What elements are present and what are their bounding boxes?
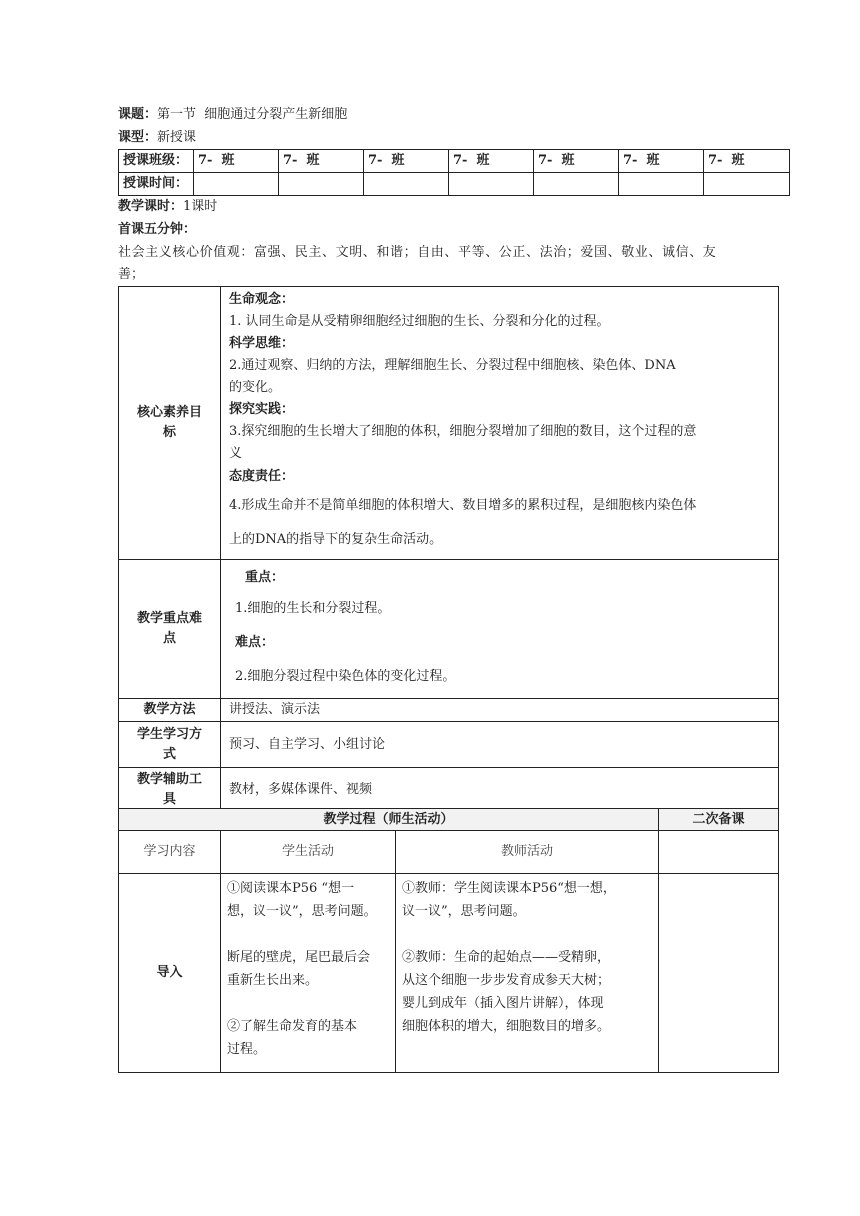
student-blank bbox=[227, 992, 389, 1015]
core-t4a: 4.形成生命并不是简单细胞的体积增大、数目增多的累积过程，是细胞核内染色体 bbox=[229, 498, 697, 513]
core-content bbox=[221, 287, 779, 560]
lesson-type-line bbox=[118, 129, 196, 147]
time-cell bbox=[619, 173, 704, 196]
core-h4: 态度责任： bbox=[229, 469, 295, 484]
teacher-line: 细胞体积的增大，细胞数目的增多。 bbox=[402, 1019, 611, 1034]
time-cell bbox=[364, 173, 449, 196]
teacher-line: ②教师：生命的起始点——受精卵， bbox=[402, 950, 611, 965]
study-label: 学生学习方式 bbox=[119, 722, 221, 768]
time-cell bbox=[194, 173, 279, 196]
time-label: 授课时间： bbox=[119, 173, 194, 196]
core-t3a: 3.探究细胞的生长增大了细胞的体积，细胞分裂增加了细胞的数目，这个过程的意 bbox=[229, 424, 697, 439]
type-value: 新授课 bbox=[157, 130, 197, 145]
objectives-table bbox=[118, 286, 779, 813]
teacher-blank bbox=[402, 923, 652, 946]
student-line: 过程。 bbox=[227, 1042, 267, 1057]
key-h1: 重点： bbox=[245, 570, 285, 585]
student-line: 重新生长出来。 bbox=[227, 973, 319, 988]
class-cell: 7- 班 bbox=[534, 150, 619, 173]
core-h2: 科学思维： bbox=[229, 336, 295, 351]
key-h2: 难点： bbox=[235, 635, 275, 650]
second-prep-heading: 二次备课 bbox=[659, 809, 779, 831]
student-line: ②了解生命发育的基本 bbox=[227, 1019, 358, 1034]
teacher-line: ①教师：学生阅读课本P56“想一想， bbox=[402, 881, 616, 896]
col-second-empty bbox=[659, 831, 779, 874]
time-cell bbox=[279, 173, 364, 196]
tools-label: 教学辅助工具 bbox=[119, 768, 221, 813]
class-cell: 7- 班 bbox=[449, 150, 534, 173]
class-cell: 7- 班 bbox=[704, 150, 790, 173]
time-cell bbox=[534, 173, 619, 196]
title-value: 第一节 细胞通过分裂产生新细胞 bbox=[157, 107, 348, 122]
hours-line bbox=[118, 198, 217, 216]
teacher-activity bbox=[396, 874, 659, 1073]
student-line: 断尾的壁虎，尾巴最后会 bbox=[227, 950, 371, 965]
teacher-line: 婴儿到成年（插入图片讲解），体现 bbox=[402, 996, 604, 1011]
process-table bbox=[118, 808, 779, 1073]
class-cell: 7- 班 bbox=[279, 150, 364, 173]
student-line: 想，议一议”，思考问题。 bbox=[227, 904, 377, 919]
core-t3b: 义 bbox=[229, 446, 243, 461]
intro-label: 导入 bbox=[119, 874, 221, 1073]
class-cell: 7- 班 bbox=[364, 150, 449, 173]
teacher-line: 议一议”，思考问题。 bbox=[402, 904, 526, 919]
col-teacher: 教师活动 bbox=[396, 831, 659, 874]
class-cell: 7- 班 bbox=[619, 150, 704, 173]
key-t1: 1.细胞的生长和分裂过程。 bbox=[235, 601, 391, 616]
second-prep-cell bbox=[659, 874, 779, 1073]
time-cell bbox=[704, 173, 790, 196]
core-h3: 探究实践： bbox=[229, 402, 295, 417]
title-label: 课题： bbox=[118, 107, 158, 122]
key-content bbox=[221, 560, 779, 699]
first-five-label: 首课五分钟： bbox=[118, 222, 197, 237]
hours-value: 1课时 bbox=[183, 199, 218, 214]
hours-label: 教学课时： bbox=[118, 199, 184, 214]
student-activity bbox=[221, 874, 396, 1073]
type-label: 课型： bbox=[118, 130, 158, 145]
col-content: 学习内容 bbox=[119, 831, 221, 874]
student-blank bbox=[227, 923, 389, 946]
class-cell: 7- 班 bbox=[194, 150, 279, 173]
core-h1: 生命观念： bbox=[229, 292, 295, 307]
first-five-heading bbox=[118, 221, 196, 239]
class-label: 授课班级： bbox=[119, 150, 194, 173]
core-t2a: 2.通过观察、归纳的方法，理解细胞生长、分裂过程中细胞核、染色体、DNA bbox=[229, 358, 676, 373]
col-student: 学生活动 bbox=[221, 831, 396, 874]
core-t4b: 上的DNA的指导下的复杂生命活动。 bbox=[229, 532, 443, 547]
student-line: ①阅读课本P56 “想一 bbox=[227, 881, 355, 896]
time-cell bbox=[449, 173, 534, 196]
schedule-table bbox=[118, 149, 790, 196]
method-value: 讲授法、演示法 bbox=[221, 699, 779, 722]
core-t2b: 的变化。 bbox=[229, 380, 282, 395]
teacher-line: 从这个细胞一步步发育成参天大树； bbox=[402, 973, 611, 988]
lesson-title-line bbox=[118, 106, 347, 124]
tools-value: 教材，多媒体课件、视频 bbox=[221, 768, 779, 813]
key-label: 教学重点难点 bbox=[119, 560, 221, 699]
study-value: 预习、自主学习、小组讨论 bbox=[221, 722, 779, 768]
core-label: 核心素养目标 bbox=[119, 287, 221, 560]
method-label: 教学方法 bbox=[119, 699, 221, 722]
values-text: 社会主义核心价值观：富强、民主、文明、和谐；自由、平等、公正、法治；爱国、敬业、诚信、友 bbox=[118, 245, 717, 260]
process-heading: 教学过程（师生活动） bbox=[119, 809, 659, 831]
values-text-cont: 善； bbox=[118, 267, 145, 282]
core-t1: 1. 认同生命是从受精卵细胞经过细胞的生长、分裂和分化的过程。 bbox=[229, 314, 610, 329]
key-t2: 2.细胞分裂过程中染色体的变化过程。 bbox=[235, 669, 456, 684]
